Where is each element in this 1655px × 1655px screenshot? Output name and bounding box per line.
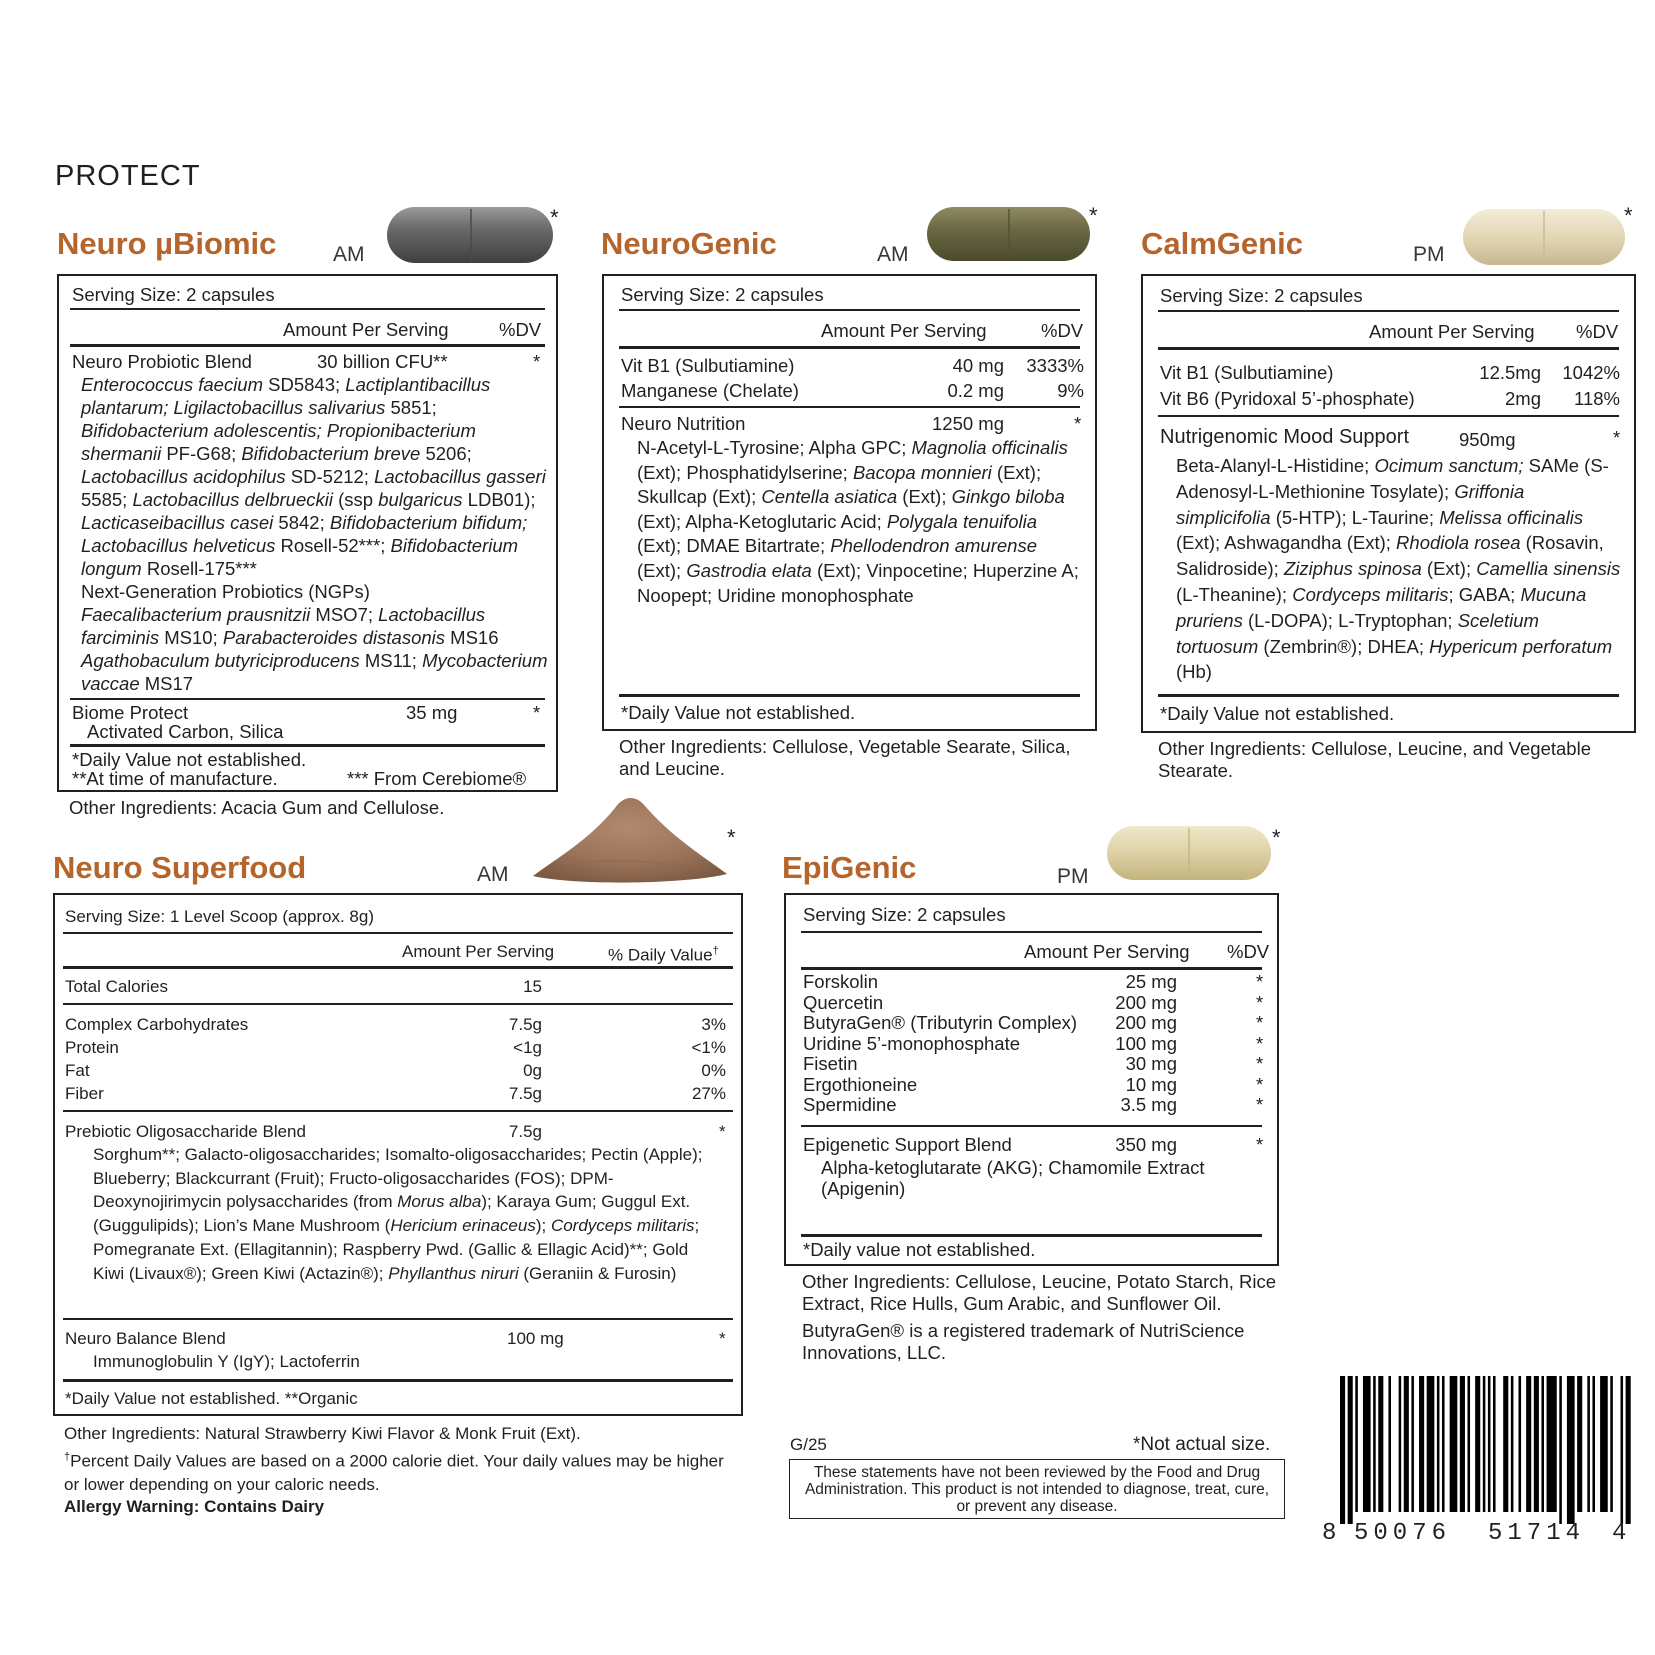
botanical-name: Ocimum sanctum; bbox=[1374, 455, 1524, 476]
nutrient-dv: 27% bbox=[691, 1084, 726, 1103]
dv-header: %DV bbox=[1576, 321, 1619, 342]
barcode-bar bbox=[1503, 1376, 1508, 1512]
footnote-dv: *Daily Value not established. **Organic bbox=[65, 1389, 358, 1408]
barcode-bar bbox=[1404, 1376, 1409, 1512]
botanical-name: Lactiplantibacillus plantarum; Ligilactobacillus salivarius bbox=[81, 374, 491, 418]
ngp-strains bbox=[81, 603, 551, 695]
nutrient-amount: 200 mg bbox=[1115, 1012, 1177, 1033]
neuro-biomic-title: Neuro µBiomic bbox=[57, 226, 277, 261]
botanical-name: Ginkgo biloba bbox=[951, 486, 1065, 508]
dv-header: %DV bbox=[1041, 320, 1084, 341]
botanical-name: Bacopa monnieri bbox=[852, 461, 992, 483]
botanical-name: Centella asiatica bbox=[761, 486, 898, 508]
barcode-bar bbox=[1450, 1376, 1458, 1512]
neuro-superfood-title: Neuro Superfood bbox=[53, 850, 307, 885]
ingredient-text: Rosell-52***; bbox=[275, 535, 391, 556]
ingredient-text: (ssp bbox=[332, 489, 379, 510]
barcode-bar bbox=[1437, 1376, 1440, 1512]
ingredient-text: MS10; bbox=[159, 627, 223, 648]
barcode-bar bbox=[1388, 1376, 1391, 1512]
barcode-bar bbox=[1419, 1376, 1424, 1512]
footnote-cerebiome: *** From Cerebiome® bbox=[347, 768, 527, 789]
fda-disclaimer-box bbox=[789, 1459, 1285, 1519]
blend-dv: * bbox=[1256, 1134, 1264, 1155]
footnote-dv: *Daily Value not established. bbox=[72, 749, 307, 770]
amount-per-serving-header: Amount Per Serving bbox=[402, 942, 555, 961]
balance-blend-amount: 100 mg bbox=[507, 1329, 564, 1348]
botanical-name: Sceletium tortuosum bbox=[1176, 609, 1539, 657]
nutrient-name: ButyraGen® (Tributyrin Complex) bbox=[803, 1012, 1078, 1033]
barcode-left-group: 50076 bbox=[1354, 1520, 1452, 1547]
blend-dv: * bbox=[1613, 427, 1621, 448]
divider bbox=[619, 694, 1080, 697]
blend-name: Nutrigenomic Mood Support bbox=[1160, 426, 1410, 448]
prebiotic-blend-dv: * bbox=[719, 1122, 726, 1141]
calories-amount: 15 bbox=[523, 977, 542, 996]
serving-size: Serving Size: 2 capsules bbox=[803, 904, 1006, 925]
blend-name: Neuro Nutrition bbox=[621, 413, 746, 434]
blend-amount: 30 billion CFU** bbox=[317, 351, 448, 372]
botanical-name: bulgaricus bbox=[378, 489, 463, 510]
nutrient-name: Protein bbox=[65, 1038, 119, 1057]
neuro-superfood-time: AM bbox=[477, 863, 509, 886]
ingredient-text: (Ext); bbox=[637, 559, 687, 581]
serving-size: Serving Size: 2 capsules bbox=[1160, 285, 1363, 306]
mood-support-ingredients bbox=[1176, 453, 1621, 685]
calmgenic-time: PM bbox=[1413, 243, 1445, 266]
botanical-name: Phyllanthus niruri bbox=[388, 1263, 519, 1283]
ingredient-text: Sorghum**; Galacto-oligosaccharides; Isomalto-oligosaccharides; Pectin (Apple); Blueberry; Blackcurrant (Fruit); Fructo-oligosaccharides (FOS); DPM-Deoxynojirimycin polysaccharides (from bbox=[93, 1145, 703, 1212]
botanical-name: Magnolia officinalis bbox=[911, 437, 1068, 458]
neurogenic-facts-panel bbox=[602, 274, 1097, 731]
nutrient-name: Uridine 5’-monophosphate bbox=[803, 1032, 1020, 1054]
epigenic-other-ingredients: Other Ingredients: Cellulose, Leucine, Potato Starch, Rice Extract, Rice Hulls, Gum Arabic, and Sunflower Oil. bbox=[802, 1271, 1277, 1314]
barcode-bar bbox=[1475, 1376, 1480, 1512]
ingredient-text: ); Karaya Gum; Guggul Ext. (Guggulipids); Lion’s Mane Mushroom ( bbox=[93, 1192, 691, 1236]
nutrient-name: Ergothioneine bbox=[803, 1073, 918, 1095]
footnote-dv: *Daily Value not established. bbox=[621, 702, 856, 723]
botanical-name: Lactobacillus farciminis bbox=[81, 604, 486, 648]
balance-blend-name: Neuro Balance Blend bbox=[65, 1329, 226, 1348]
botanical-name: Bifidobacterium breve bbox=[241, 443, 421, 464]
dagger-mark: † bbox=[712, 945, 719, 957]
nutrient-amount: 3.5 mg bbox=[1120, 1094, 1177, 1115]
botanical-name: Camellia sinensis bbox=[1476, 558, 1621, 580]
neuro-biomic-time: AM bbox=[333, 243, 365, 266]
version-code: G/25 bbox=[790, 1435, 827, 1454]
botanical-name: Morus alba bbox=[397, 1192, 482, 1212]
balance-blend-dv: * bbox=[719, 1329, 726, 1348]
divider bbox=[63, 1318, 733, 1320]
barcode-bar bbox=[1493, 1376, 1496, 1512]
not-actual-size-note: *Not actual size. bbox=[1133, 1434, 1271, 1455]
nutrient-amount: 30 mg bbox=[1125, 1053, 1177, 1074]
divider bbox=[63, 1003, 733, 1005]
botanical-name: Cordyceps militaris bbox=[1292, 583, 1449, 605]
divider bbox=[1158, 347, 1619, 350]
amount-per-serving-header: Amount Per Serving bbox=[1369, 321, 1535, 342]
upc-barcode bbox=[1340, 1376, 1632, 1524]
ingredient-text: MS16 bbox=[445, 627, 499, 648]
butyragen-trademark: ButyraGen® is a registered trademark of NutriScience Innovations, LLC. bbox=[802, 1320, 1245, 1363]
divider bbox=[801, 931, 1262, 933]
gray-capsule-image bbox=[385, 205, 555, 265]
botanical-name: Phellodendron amurense bbox=[830, 535, 1037, 557]
neurogenic-other-ingredients: Other Ingredients: Cellulose, Vegetable Searate, Silica, and Leucine. bbox=[619, 736, 1071, 779]
nutrient-dv: <1% bbox=[691, 1038, 726, 1057]
barcode-check-digit: 4 bbox=[1612, 1520, 1627, 1547]
barcode-bar bbox=[1363, 1376, 1371, 1512]
nutrient-dv: * bbox=[1256, 971, 1264, 992]
blend-name: Neuro Probiotic Blend bbox=[72, 351, 252, 372]
nutrient-amount: 25 mg bbox=[1125, 971, 1177, 992]
barcode-bar bbox=[1534, 1376, 1539, 1512]
cream-capsule-image bbox=[1105, 824, 1273, 882]
divider bbox=[619, 346, 1080, 349]
barcode-bar bbox=[1488, 1376, 1491, 1512]
nutrient-name: Manganese (Chelate) bbox=[621, 380, 799, 401]
not-actual-size-star: * bbox=[1089, 203, 1098, 228]
nutrient-dv: * bbox=[1256, 991, 1264, 1013]
footnote-manufacture: **At time of manufacture. bbox=[72, 768, 278, 789]
ingredient-text: 5206; bbox=[420, 443, 472, 464]
ngp-label: Next-Generation Probiotics (NGPs) bbox=[81, 581, 370, 602]
ingredient-text: 5585; bbox=[81, 489, 133, 510]
botanical-name: Mycobacterium vaccae bbox=[81, 650, 548, 694]
botanical-name: Parabacteroides distasonis bbox=[222, 627, 446, 648]
barcode-bar bbox=[1592, 1376, 1595, 1512]
barcode-bar bbox=[1541, 1376, 1544, 1512]
percent-dv-note: †Percent Daily Values are based on a 2000 calorie diet. Your daily values may be higher or lower depending on your caloric needs. bbox=[64, 1451, 724, 1495]
botanical-name: Faecalibacterium prausnitzii bbox=[81, 604, 311, 625]
ingredient-text: (L-DOPA); L-Tryptophan; bbox=[1242, 609, 1458, 631]
ingredient-text: (5-HTP); L-Taurine; bbox=[1270, 506, 1440, 528]
dv-header: %DV bbox=[1227, 941, 1270, 962]
botanical-name: Bifidobacterium adolescentis; Propionibacterium shermanii bbox=[81, 420, 476, 464]
not-actual-size-star: * bbox=[550, 205, 559, 230]
divider bbox=[801, 1125, 1262, 1127]
ingredient-text: (Ext); Vinpocetine; Huperzine A; Noopept; Uridine monophosphate bbox=[637, 559, 1079, 606]
botanical-name: Lactobacillus gasseri bbox=[374, 466, 546, 487]
nutrient-amount: 7.5g bbox=[508, 1084, 542, 1103]
neurogenic-time: AM bbox=[877, 243, 909, 266]
nutrient-amount: 0g bbox=[523, 1061, 542, 1080]
calmgenic-title: CalmGenic bbox=[1141, 226, 1303, 261]
ingredient-text: (Ext); Phosphatidylserine; bbox=[637, 461, 853, 483]
botanical-name: Rhodiola rosea bbox=[1396, 532, 1521, 554]
neuro-superfood-facts-panel bbox=[53, 893, 743, 1416]
divider bbox=[63, 966, 733, 969]
barcode-bar bbox=[1460, 1376, 1465, 1512]
ingredient-text: (L-Theanine); bbox=[1176, 583, 1293, 605]
nutrient-amount: 200 mg bbox=[1115, 991, 1177, 1013]
neuro-biomic-facts-panel bbox=[57, 274, 558, 792]
calmgenic-facts-panel bbox=[1141, 274, 1636, 733]
barcode-bar bbox=[1526, 1376, 1531, 1512]
nutrient-name: Fisetin bbox=[803, 1053, 858, 1074]
ingredient-text: MS11; bbox=[359, 650, 423, 671]
divider bbox=[619, 406, 1080, 408]
botanical-name: Bifidobacterium longum bbox=[81, 535, 519, 579]
cream-capsule-image bbox=[1461, 207, 1627, 267]
barcode-bar bbox=[1626, 1376, 1631, 1524]
powder-pile-image bbox=[527, 788, 732, 888]
nutrient-amount: 0.2 mg bbox=[947, 380, 1004, 401]
biome-protect-name: Biome Protect bbox=[72, 702, 189, 723]
nutrient-dv: * bbox=[1256, 1094, 1264, 1115]
amount-per-serving-header: Amount Per Serving bbox=[821, 320, 987, 341]
barcode-bar bbox=[1355, 1376, 1358, 1512]
ingredient-text: Rosell-175*** bbox=[141, 558, 257, 579]
divider bbox=[63, 932, 733, 934]
barcode-bar bbox=[1399, 1376, 1402, 1512]
serving-size: Serving Size: 2 capsules bbox=[72, 284, 275, 305]
barcode-number-system: 8 bbox=[1322, 1520, 1337, 1547]
epigenic-time: PM bbox=[1057, 865, 1089, 888]
divider bbox=[801, 1234, 1262, 1237]
botanical-name: Lactobacillus delbrueckii bbox=[132, 489, 333, 510]
epigenic-title: EpiGenic bbox=[782, 850, 917, 885]
ingredient-text: 5842; bbox=[273, 512, 330, 533]
barcode-bar bbox=[1621, 1376, 1624, 1524]
divider bbox=[63, 1110, 733, 1112]
nutrient-name: Vit B1 (Sulbutiamine) bbox=[621, 355, 795, 376]
barcode-bar bbox=[1427, 1376, 1435, 1512]
dv-header: %DV bbox=[499, 319, 542, 340]
botanical-name: Lacticaseibacillus casei bbox=[81, 512, 274, 533]
nutrient-name: Complex Carbohydrates bbox=[65, 1015, 249, 1034]
barcode-bar bbox=[1600, 1376, 1608, 1512]
ingredient-text: ); bbox=[535, 1216, 551, 1236]
nutrient-dv: * bbox=[1256, 1032, 1264, 1054]
ingredient-text: PF-G68; bbox=[161, 443, 242, 464]
ingredient-text: (Hb) bbox=[1176, 661, 1212, 683]
barcode-bar bbox=[1519, 1376, 1522, 1512]
prebiotic-ingredients bbox=[93, 1143, 703, 1285]
ingredient-text: SAMe (S-Adenosyl-L-Methionine Tosylate); bbox=[1176, 455, 1609, 502]
barcode-bar bbox=[1559, 1376, 1562, 1524]
barcode-bar bbox=[1511, 1376, 1514, 1512]
botanical-name: Melissa officinalis bbox=[1439, 506, 1584, 528]
barcode-bar bbox=[1340, 1376, 1345, 1524]
ingredient-text: (Ext); Skullcap (Ext); bbox=[637, 461, 1042, 508]
botanical-name: Griffonia simplicifolia bbox=[1176, 480, 1525, 528]
green-capsule-image bbox=[925, 205, 1092, 263]
divider bbox=[801, 967, 1262, 970]
nutrient-name: Vit B1 (Sulbutiamine) bbox=[1160, 362, 1334, 383]
barcode-bar bbox=[1610, 1376, 1613, 1512]
barcode-bar bbox=[1577, 1376, 1582, 1512]
nutrient-dv: 1042% bbox=[1562, 362, 1620, 383]
ingredient-text: (Rosavin, Salidroside); bbox=[1176, 532, 1604, 580]
serving-size: Serving Size: 2 capsules bbox=[621, 284, 824, 305]
barcode-bar bbox=[1483, 1376, 1486, 1512]
nutrient-dv: 118% bbox=[1574, 388, 1620, 409]
nutrient-dv: 3333% bbox=[1026, 355, 1084, 376]
amount-per-serving-header: Amount Per Serving bbox=[283, 319, 449, 340]
blend-dv: * bbox=[533, 351, 541, 372]
ingredient-text: 5851; bbox=[385, 397, 437, 418]
divider bbox=[1158, 694, 1619, 697]
nutrient-amount: 40 mg bbox=[952, 355, 1004, 376]
ingredient-text: N-Acetyl-L-Tyrosine; Alpha GPC; bbox=[637, 437, 912, 458]
divider bbox=[70, 744, 545, 747]
divider bbox=[1158, 310, 1619, 312]
biome-protect-dv: * bbox=[533, 702, 541, 723]
nutrient-dv: 3% bbox=[701, 1015, 726, 1034]
amount-per-serving-header: Amount Per Serving bbox=[1024, 941, 1190, 962]
ingredient-text: (Ext); Ashwagandha (Ext); bbox=[1176, 532, 1397, 554]
blend-amount: 350 mg bbox=[1115, 1134, 1177, 1155]
ingredient-text: (Zembrin®); DHEA; bbox=[1258, 635, 1430, 657]
dagger-mark: † bbox=[64, 1451, 71, 1463]
nutrient-dv: * bbox=[1256, 1053, 1264, 1074]
botanical-name: Hericium erinaceus bbox=[390, 1216, 536, 1236]
nutrient-name: Forskolin bbox=[803, 971, 879, 992]
ingredient-text: MSO7; bbox=[310, 604, 379, 625]
botanical-name: Ziziphus spinosa bbox=[1283, 558, 1422, 580]
nutrient-amount: 2mg bbox=[1505, 388, 1541, 409]
not-actual-size-star: * bbox=[727, 825, 736, 850]
botanical-name: Mucuna pruriens bbox=[1176, 583, 1587, 631]
botanical-name: Lactobacillus acidophilus bbox=[81, 466, 286, 487]
footnote-dv: *Daily value not established. bbox=[803, 1239, 1036, 1260]
biome-protect-amount: 35 mg bbox=[406, 702, 458, 723]
botanical-name: Hypericum perforatum bbox=[1429, 635, 1613, 657]
nutrient-amount: 12.5mg bbox=[1479, 362, 1541, 383]
ingredient-text: Beta-Alanyl-L-Histidine; bbox=[1176, 455, 1375, 476]
blend-name: Epigenetic Support Blend bbox=[803, 1134, 1012, 1155]
nutrient-name: Fiber bbox=[65, 1084, 104, 1103]
nutrient-name: Vit B6 (Pyridoxal 5’-phosphate) bbox=[1160, 388, 1415, 409]
allergy-warning: Allergy Warning: Contains Dairy bbox=[64, 1497, 325, 1516]
calories-name: Total Calories bbox=[65, 977, 168, 996]
neurogenic-title: NeuroGenic bbox=[601, 226, 777, 261]
ingredient-text: LDB01); bbox=[462, 489, 536, 510]
nutrient-name: Spermidine bbox=[803, 1094, 897, 1115]
botanical-name: Enterococcus faecium bbox=[81, 374, 264, 395]
nutrient-dv: 0% bbox=[701, 1061, 726, 1080]
probiotic-strains bbox=[81, 373, 551, 580]
blend-amount: 950mg bbox=[1459, 429, 1516, 450]
nutrient-dv: * bbox=[1256, 1073, 1264, 1095]
nutrient-amount: 10 mg bbox=[1125, 1073, 1177, 1095]
botanical-name: Agathobaculum butyriciproducens bbox=[81, 650, 360, 671]
barcode-bar bbox=[1378, 1376, 1383, 1512]
nutrient-name: Fat bbox=[65, 1061, 90, 1080]
barcode-bar bbox=[1373, 1376, 1376, 1512]
neuro-biomic-other-ingredients: Other Ingredients: Acacia Gum and Cellulose. bbox=[69, 797, 445, 818]
nutrient-name: Quercetin bbox=[803, 991, 884, 1013]
nutrient-dv: 9% bbox=[1057, 380, 1084, 401]
ingredient-text: ; GABA; bbox=[1448, 583, 1521, 605]
barcode-bar bbox=[1567, 1376, 1575, 1524]
botanical-name: Gastrodia elata bbox=[686, 559, 812, 581]
botanical-name: Cordyceps militaris bbox=[550, 1216, 695, 1236]
prebiotic-blend-name: Prebiotic Oligosaccharide Blend bbox=[65, 1122, 306, 1141]
balance-blend-ingredients: Immunoglobulin Y (IgY); Lactoferrin bbox=[93, 1352, 360, 1371]
epigenic-facts-panel bbox=[784, 893, 1279, 1266]
ingredient-text: (Ext); bbox=[1421, 558, 1477, 580]
ingredient-text: ; Pomegranate Ext. (Ellagitannin); Raspberry Pwd. (Gallic & Ellagic Acid)**; Gold Kiwi (Livaux®); Green Kiwi (Actazin®); bbox=[93, 1216, 700, 1283]
epigenetic-blend-ingredients: Alpha-ketoglutarate (AKG); Chamomile Extract (Apigenin) bbox=[821, 1157, 1205, 1199]
ingredient-text: (Ext); Alpha-Ketoglutaric Acid; bbox=[637, 510, 887, 532]
dv-header: % Daily Value† bbox=[608, 945, 719, 965]
not-actual-size-star: * bbox=[1272, 825, 1281, 850]
nutrient-amount: <1g bbox=[513, 1038, 542, 1057]
blend-dv: * bbox=[1074, 413, 1082, 434]
ingredient-text: (Geraniin & Furosin) bbox=[518, 1263, 677, 1283]
botanical-name: Bifidobacterium bifidum; Lactobacillus helveticus bbox=[81, 512, 528, 556]
fda-disclaimer: These statements have not been reviewed by the Food and Drug Administration. This product is not intended to diagnose, treat, cure, or prevent any disease. bbox=[804, 1464, 1270, 1515]
serving-size: Serving Size: 1 Level Scoop (approx. 8g) bbox=[65, 907, 375, 926]
ingredient-text: (Ext); DMAE Bitartrate; bbox=[637, 535, 831, 557]
barcode-right-group: 51714 bbox=[1488, 1520, 1586, 1547]
blend-amount: 1250 mg bbox=[932, 413, 1004, 434]
barcode-bar bbox=[1442, 1376, 1445, 1512]
nutrient-amount: 7.5g bbox=[508, 1015, 542, 1034]
biome-protect-ingredients: Activated Carbon, Silica bbox=[87, 721, 284, 742]
divider bbox=[1158, 415, 1619, 417]
divider bbox=[70, 308, 545, 310]
barcode-bar bbox=[1411, 1376, 1414, 1512]
divider bbox=[63, 1379, 733, 1382]
superfood-other-ingredients: Other Ingredients: Natural Strawberry Kiwi Flavor & Monk Fruit (Ext). bbox=[64, 1424, 581, 1443]
neuro-nutrition-ingredients bbox=[637, 436, 1082, 608]
ingredient-text: (Ext); bbox=[897, 486, 952, 508]
nutrient-dv: * bbox=[1256, 1012, 1264, 1033]
divider bbox=[70, 698, 545, 700]
ingredient-text: SD5843; bbox=[263, 374, 346, 395]
page-title: PROTECT bbox=[55, 160, 201, 192]
barcode-bar bbox=[1547, 1376, 1557, 1512]
not-actual-size-star: * bbox=[1624, 203, 1633, 228]
barcode-bar bbox=[1587, 1376, 1590, 1512]
ingredient-text: SD-5212; bbox=[285, 466, 375, 487]
divider bbox=[70, 344, 545, 347]
barcode-bar bbox=[1348, 1376, 1353, 1524]
calmgenic-other-ingredients: Other Ingredients: Cellulose, Leucine, and Vegetable Stearate. bbox=[1158, 738, 1591, 781]
prebiotic-blend-amount: 7.5g bbox=[508, 1122, 542, 1141]
footnote-dv: *Daily Value not established. bbox=[1160, 703, 1395, 724]
botanical-name: Polygala tenuifolia bbox=[886, 510, 1038, 532]
ingredient-text: MS17 bbox=[139, 673, 194, 694]
barcode-bar bbox=[1468, 1376, 1471, 1512]
nutrient-amount: 100 mg bbox=[1115, 1032, 1177, 1054]
divider bbox=[619, 309, 1080, 311]
